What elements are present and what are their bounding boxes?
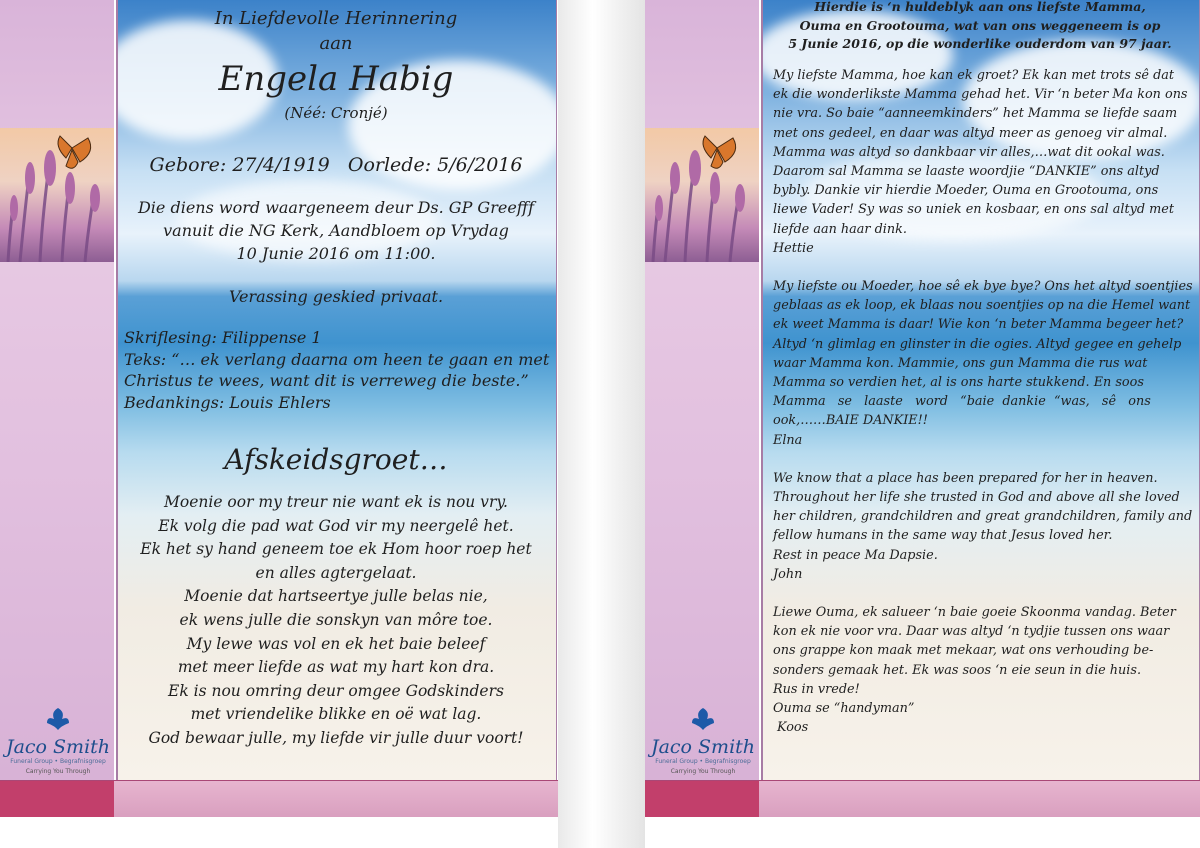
tribute-line: Throughout her life she trusted in God and above all she loved: [773, 490, 1180, 506]
tribute-line: bybly. Dankie vir hierdie Moeder, Ouma en Grootouma, ons: [773, 183, 1159, 199]
tribute-john: [773, 469, 1193, 584]
tribute-line: liefde aan haar dink.: [773, 221, 907, 237]
maiden-name: (Néé: Cronjé): [284, 104, 388, 122]
poem-title: Afskeidsgroet…: [224, 443, 448, 476]
tribute-line: kon ek nie voor vra. Daar was altyd ‘n tydjie tussen ons waar: [773, 624, 1170, 640]
tribute-line: Ouma se “handyman”: [773, 701, 915, 717]
tribute-line: Rest in peace Ma Dapsie.: [773, 547, 938, 563]
poem-line: My lewe was vol en ek het baie beleef: [186, 634, 486, 653]
memorial-heading: [116, 6, 556, 124]
butterfly-lavender-image: [0, 128, 114, 262]
header-line: 5 Junie 2016, op die wonderlike ouderdom van 97 jaar.: [788, 36, 1172, 51]
right-sidebar: [645, 0, 759, 780]
tribute-line: Mamma se laaste word “baie dankie “was, sê ons: [773, 394, 1151, 410]
deceased-name: Engela Habig: [218, 59, 454, 99]
reading-line: Christus te wees, want dit is verreweg die beste.”: [124, 371, 529, 390]
tribute-line: her children, grandchildren and great grandchildren, family and: [773, 509, 1193, 525]
leaf-logo-icon: [690, 706, 716, 732]
left-sidebar: [0, 0, 114, 780]
tribute-signer: Hettie: [773, 240, 814, 256]
tribute-hettie: [773, 66, 1193, 258]
logo-tagline: Carrying You Through: [670, 768, 736, 775]
farewell-poem: [116, 491, 556, 751]
tribute-elna: [773, 277, 1193, 450]
tribute-line: Daarom sal Mamma se laaste woordjie “DANKIE” ons altyd: [773, 164, 1160, 180]
tribute-line: ons grappe kon maak met mekaar, wat ons verhouding be-: [773, 643, 1154, 659]
jaco-smith-logo: [647, 706, 759, 776]
logo-subtitle: Funeral Group • Begrafnisgroep: [655, 758, 751, 765]
tribute-line: Rus in vrede!: [773, 681, 860, 697]
tribute-line: fellow humans in the same way that Jesus loved her.: [773, 528, 1113, 544]
right-footer-bar: [645, 780, 1200, 817]
service-line: Die diens word waargeneem deur Ds. GP Greefff: [137, 198, 535, 217]
tribute-line: Mamma was altyd so dankbaar vir alles,…wat dit ookal was.: [773, 144, 1165, 160]
reading-line: Skriflesing: Filippense 1: [124, 328, 322, 347]
butterfly-lavender-image: [645, 128, 759, 262]
tribute-line: Liewe Ouma, ek salueer ‘n baie goeie Skoonma vandag. Beter: [773, 605, 1176, 621]
page-gutter: [558, 0, 645, 848]
poem-line: ek wens julle die sonskyn van môre toe.: [179, 610, 493, 629]
logo-name: Jaco Smith: [650, 736, 756, 758]
jaco-smith-logo: [2, 706, 114, 776]
tribute-line: My liefste ou Moeder, hoe sê ek bye bye? Ons het altyd soentjies: [773, 279, 1193, 295]
tribute-line: Altyd ‘n glimlag en glinster in die ogies. Altyd gegee en gehelp: [773, 336, 1182, 352]
service-details: [116, 196, 556, 265]
left-page: [0, 0, 558, 848]
poem-line: met meer liefde as wat my hart kon dra.: [177, 658, 495, 677]
cremation-note: Verassing geskied privaat.: [228, 287, 444, 306]
poem-line: God bewaar julle, my liefde vir julle duur voort!: [148, 728, 524, 747]
tribute-line: Mamma so verdien het, al is ons harte stukkend. En soos: [773, 375, 1144, 391]
leaf-logo-icon: [45, 706, 71, 732]
header-line: Ouma en Grootouma, wat van ons weggeneem is op: [799, 17, 1161, 33]
tribute-line: ek weet Mamma is daar! Wie kon ‘n beter Mamma begeer het?: [773, 317, 1184, 333]
tribute-line: nie vra. So baie “aanneemkinders” het Mamma se liefde saam: [773, 106, 1178, 122]
tribute-line: We know that a place has been prepared for her in heaven.: [773, 470, 1158, 486]
scripture-reading: [124, 327, 550, 413]
birth-death-dates: Gebore: 27/4/1919 Oorlede: 5/6/2016: [149, 154, 523, 176]
tribute-line: sonders gemaak het. Ek was soos ‘n eie seun in die huis.: [773, 662, 1142, 678]
tribute-signer: Koos: [777, 720, 809, 736]
service-line: 10 Junie 2016 om 11:00.: [236, 244, 436, 263]
right-page: [645, 0, 1200, 848]
tribute-line: ek die wonderlikste Mamma gehad het. Vir ‘n beter Ma kon ons: [773, 87, 1188, 103]
poem-line: Moenie oor my treur nie want ek is nou vry.: [164, 493, 508, 511]
left-footer-bar: [0, 780, 558, 817]
memorial-title: In Liefdevolle Herinnering: [214, 8, 458, 29]
poem-line: Ek volg die pad wat God vir my neergelê het.: [158, 516, 514, 535]
tribute-line: ook,……BAIE DANKIE!!: [773, 413, 928, 429]
poem-line: Ek het sy hand geneem toe ek Hom hoor roep het: [140, 540, 532, 559]
tribute-line: My liefste Mamma, hoe kan ek groet? Ek kan met trots sê dat: [773, 68, 1175, 83]
tribute-line: waar Mamma kon. Mammie, ons gun Mamma die rus wat: [773, 355, 1148, 371]
poem-line: en alles agtergelaat.: [255, 563, 417, 582]
tribute-koos: [773, 603, 1193, 737]
tribute-line: met ons gedeel, en daar was altyd meer as genoeg vir almal.: [773, 125, 1168, 141]
poem-line: Moenie dat hartseertye julle belas nie,: [184, 587, 488, 606]
logo-name: Jaco Smith: [5, 736, 111, 758]
tributes: [773, 66, 1193, 738]
header-line: Hierdie is ‘n huldeblyk aan ons liefste Mamma,: [814, 0, 1146, 14]
tribute-line: geblaas as ek loop, ek blaas nou soentjies op na die Hemel want: [773, 298, 1191, 314]
tribute-line: liewe Vader! Sy was so uniek en kosbaar, en ons sal altyd met: [773, 202, 1174, 218]
tribute-signer: John: [773, 566, 803, 582]
tribute-signer: Elna: [773, 432, 803, 448]
reading-line: Teks: “… ek verlang daarna om heen te gaan en met: [124, 349, 550, 369]
tribute-header: [761, 0, 1199, 54]
service-line: vanuit die NG Kerk, Aandbloem op Vrydag: [163, 221, 509, 240]
poem-line: Ek is nou omring deur omgee Godskinders: [168, 681, 504, 700]
memorial-aan: aan: [319, 33, 353, 54]
logo-subtitle: Funeral Group • Begrafnisgroep: [10, 758, 106, 765]
poem-line: met vriendelike blikke en oë wat lag.: [190, 705, 482, 724]
logo-tagline: Carrying You Through: [25, 768, 91, 775]
reading-line: Bedankings: Louis Ehlers: [124, 392, 331, 412]
